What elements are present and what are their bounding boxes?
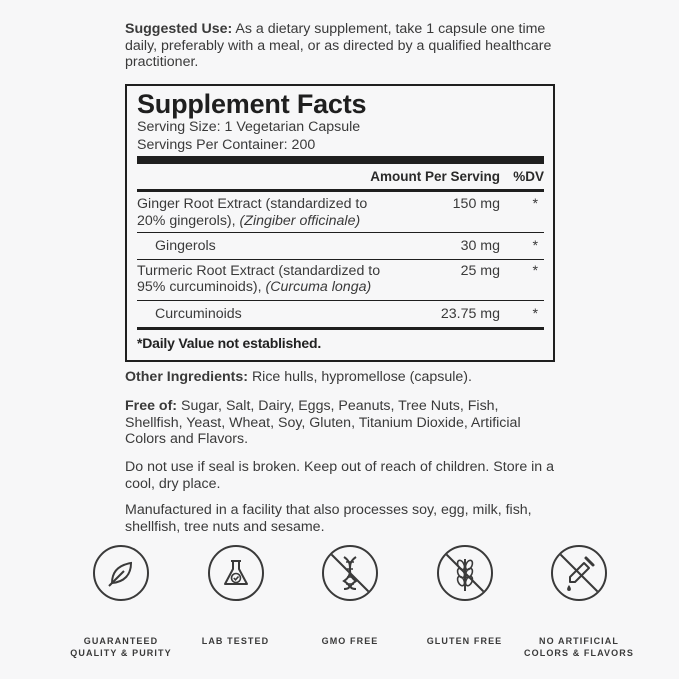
badge-lab-tested — [179, 545, 293, 665]
facts-row — [137, 192, 544, 232]
badge-label: GLUTEN FREE — [426, 636, 503, 646]
suggested-use-label: Suggested Use: — [125, 21, 233, 37]
divider-thick — [137, 156, 544, 164]
daily-value-footnote: *Daily Value not established. — [137, 335, 322, 351]
ingredient-name: Turmeric Root Extract (standardized to 95% curcuminoids), — [137, 262, 381, 295]
badge-label: NO ARTIFICIAL COLORS & FLAVORS — [524, 636, 634, 658]
warning-text: Do not use if seal is broken. Keep out of reach of children. Store in a cool, dry place. — [125, 459, 555, 492]
ingredient-amount: 30 mg — [460, 238, 500, 254]
other-ingredients-text: Rice hulls, hypromellose (capsule). — [251, 369, 472, 385]
other-ingredients-label: Other Ingredients: — [125, 369, 248, 385]
ingredient-amount: 150 mg — [452, 196, 500, 212]
badge-label: GUARANTEED QUALITY & PURITY — [70, 636, 172, 658]
badge-gluten-free — [408, 545, 522, 665]
facts-row — [137, 233, 544, 259]
amount-per-serving-header: Amount Per Serving — [370, 169, 500, 184]
supplement-facts-title: Supplement Facts — [137, 89, 367, 119]
free-of-label: Free of: — [125, 398, 178, 414]
dna-crossed-icon — [322, 545, 378, 601]
badge-gmo-free — [293, 545, 407, 665]
ingredient-latin: (Zingiber officinale) — [239, 212, 361, 229]
other-ingredients — [125, 369, 555, 386]
ingredient-name: Ginger Root Extract (standardized to 20% gingerols), — [137, 196, 368, 229]
dropper-crossed-icon — [551, 545, 607, 601]
facts-row — [137, 260, 544, 300]
free-of-text: Sugar, Salt, Dairy, Eggs, Peanuts, Tree Nuts, Fish, Shellfish, Yeast, Wheat, Soy, Gluten, Titanium Dioxide, Artificial Colors and Flavors. — [125, 398, 521, 447]
allergen-text: Manufactured in a facility that also processes soy, egg, milk, fish, shellfish, tree nuts and sesame. — [125, 502, 532, 535]
ingredient-name: Curcuminoids — [155, 305, 242, 322]
badge-label: GMO FREE — [321, 636, 379, 646]
leaf-icon — [93, 545, 149, 601]
ingredient-amount: 25 mg — [460, 262, 500, 279]
ingredient-dv: * — [532, 262, 538, 279]
badge-label: LAB TESTED — [201, 636, 270, 646]
servings-per-container: Servings Per Container: 200 — [137, 137, 316, 153]
supplement-facts-panel — [125, 84, 555, 362]
badge-row — [64, 545, 636, 665]
badge-no-artificial — [522, 545, 636, 665]
facts-header-row — [137, 164, 544, 189]
ingredient-name: Gingerols — [155, 238, 216, 254]
ingredient-dv: * — [532, 305, 538, 322]
ingredient-latin: (Curcuma longa) — [265, 279, 372, 295]
suggested-use-text: As a dietary supplement, take 1 capsule one time daily, preferably with a meal, or as directed by a qualified healthcare practitioner. — [125, 21, 552, 70]
ingredient-dv: * — [532, 196, 538, 212]
wheat-crossed-icon — [437, 545, 493, 601]
badge-quality — [64, 545, 178, 665]
free-of — [125, 398, 555, 448]
ingredient-amount: 23.75 mg — [440, 305, 500, 322]
dv-header: %DV — [513, 169, 544, 184]
serving-size: Serving Size: 1 Vegetarian Capsule — [137, 119, 361, 135]
flask-check-icon — [208, 545, 264, 601]
ingredient-dv: * — [532, 238, 538, 254]
facts-row — [137, 301, 544, 328]
suggested-use — [125, 21, 555, 71]
